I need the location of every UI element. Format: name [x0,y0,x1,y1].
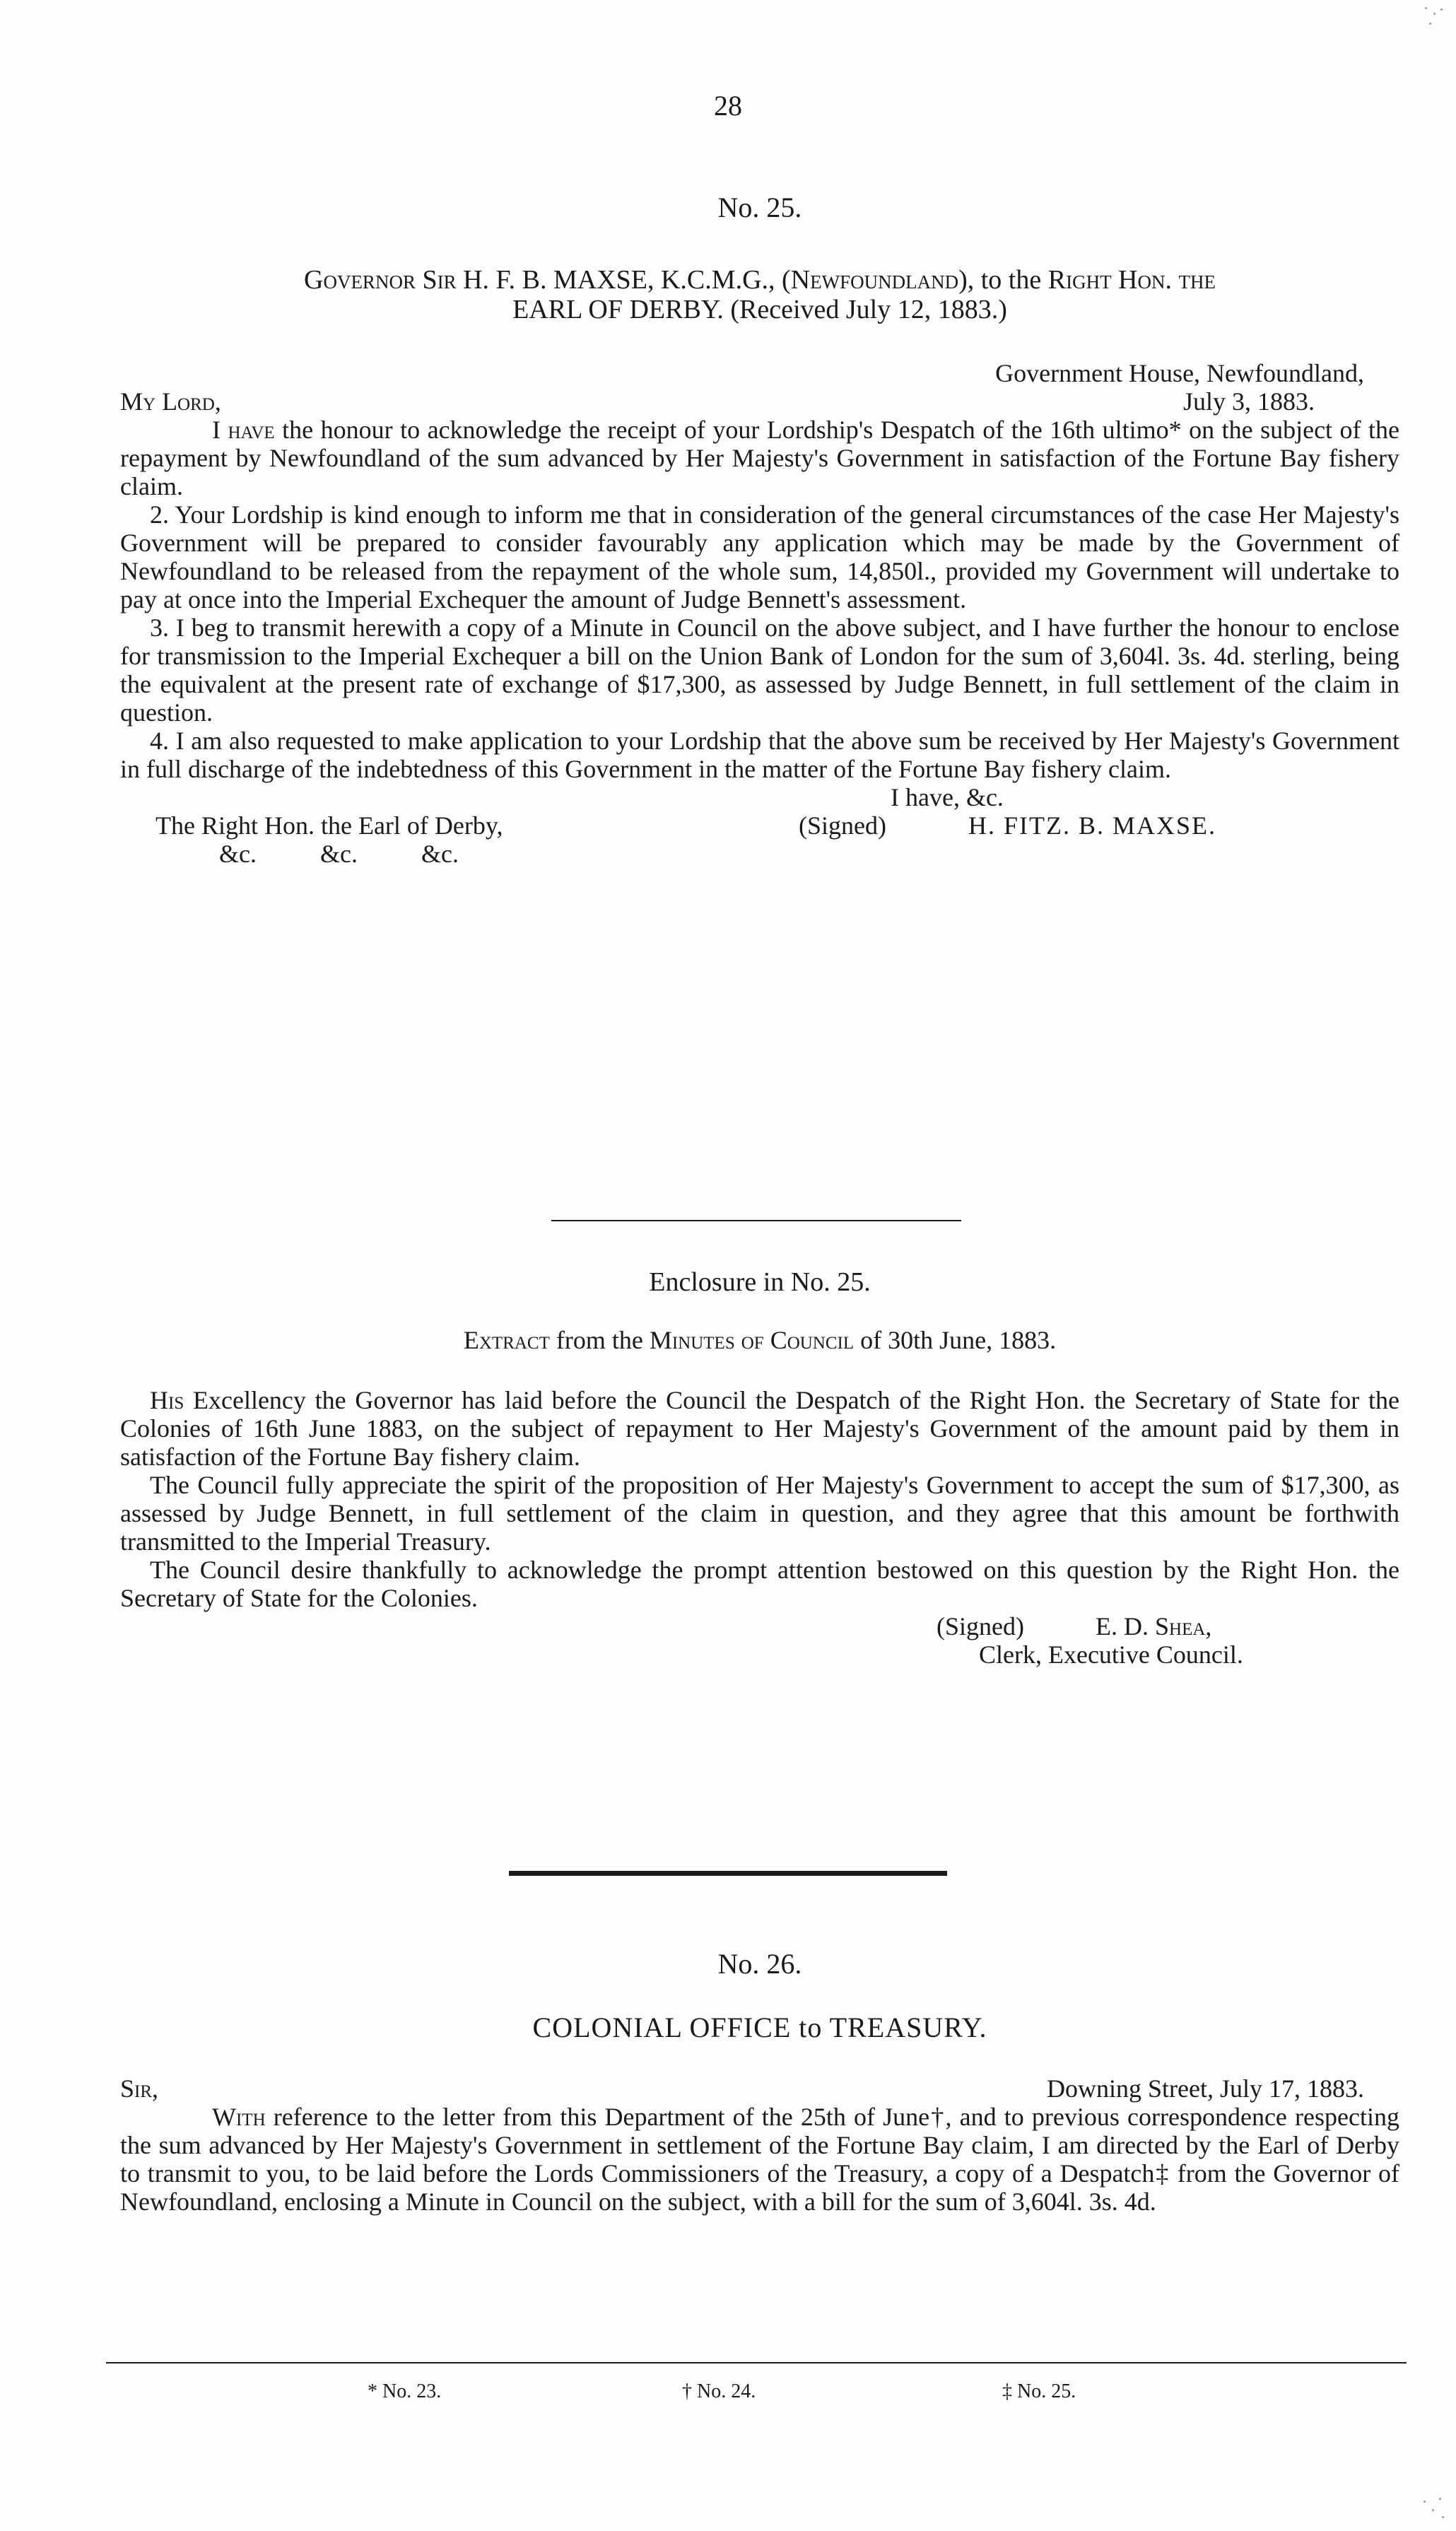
doc25-signed: (Signed) [799,811,886,840]
doc25-heading [120,265,1399,324]
doc26-p1-lead: With [212,2103,266,2131]
enclosure-signer-initials: E. D. [1096,1612,1149,1640]
doc25-etc: &c. &c. &c. [219,840,459,868]
doc26-number: No. 26. [717,1948,802,1980]
doc25-letter [120,359,1399,868]
doc25-heading-name: H. F. B. MAXSE, K.C.M.G., ( [463,265,791,295]
doc25-p1-text: the honour to acknowledge the receipt of your Lordship's Despatch of the 16th ultimo* on the subject of the repayment by Newfoundland of the sum advanced by Her Majesty's Government in satisfaction of the Fortune Bay fishery claim. [120,416,1399,500]
doc25-salutation: My Lord, [120,387,221,416]
enclosure-body [120,1386,1399,1669]
enclosure-title: Enclosure in No. 25. [649,1267,871,1297]
doc25-paragraph-2: 2. Your Lordship is kind enough to inform me that in consideration of the general circumstances of the case Her Majesty's Government will be prepared to consider favourably any application which may be made by the Government of Newfoundland to be released from the repayment of the whole sum, 14,850l., provided my Government will undertake to pay at once into the Imperial Exchequer the amount of Judge Bennett's assessment. [120,500,1399,613]
doc26-p1-text: reference to the letter from this Department of the 25th of June†, and to previous correspondence respecting the sum advanced by Her Majesty's Government in settlement of the Fortune Bay claim, I am directed by the Earl of Derby to transmit to you, to be laid before the Lords Commissioners of the Treasury, a copy of a Despatch‡ from the Governor of Newfoundland, enclosing a Minute in Council on the subject, with a bill for the sum of 3,604l. 3s. 4d. [120,2103,1399,2216]
doc25-heading-colony: Newfoundland [790,265,959,295]
enclosure-signer-title: Clerk, Executive Council. [979,1640,1243,1669]
doc25-heading-line2: EARL OF DERBY. (Received July 12, 1883.) [512,295,1007,324]
doc26-salutation: Sir, [120,2074,159,2103]
footnote-3: ‡ No. 25. [1002,2380,1076,2402]
enclosure-heading-from: from the [549,1326,650,1354]
doc25-date: July 3, 1883. [1182,387,1315,416]
doc25-addressee: The Right Hon. the Earl of Derby, [155,811,503,840]
enclosure-heading [120,1325,1399,1355]
doc25-heading-right-hon: Right Hon. the [1047,265,1216,295]
doc25-paragraph-1 [120,416,1399,500]
enclosure-heading-extract: Extract [463,1326,550,1354]
enclosure-p1-lead: His [150,1386,184,1414]
doc25-paragraph-4: 4. I am also requested to make application to your Lordship that the above sum be received by Her Majesty's Government in full discharge of the indebtedness of this Government in the matter of the Fortune Bay fishery claim. [120,727,1399,783]
doc25-number: No. 25. [717,192,802,223]
doc25-p1-lead: I have [212,416,275,444]
doc26-place-date: Downing Street, July 17, 1883. [1047,2074,1364,2103]
scan-speckle-top [1419,4,1448,33]
footnote-1: * No. 23. [368,2380,442,2402]
enclosure-paragraph-3: The Council desire thankfully to acknowledge the prompt attention bestowed on this question by the Right Hon. the Secretary of State for the Colonies. [120,1556,1399,1612]
doc25-paragraph-3: 3. I beg to transmit herewith a copy of a Minute in Council on the above subject, and I have further the honour to enclose for transmission to the Imperial Exchequer a bill on the Union Bank of London for the sum of 3,604l. 3s. 4d. sterling, being the equivalent at the present rate of exchange of $17,300, as assessed by Judge Bennett, in full settlement of the claim in question. [120,613,1399,727]
doc25-place: Government House, Newfoundland, [995,359,1364,387]
scan-speckle-bottom [1419,2495,1448,2523]
doc25-signature: H. FITZ. B. MAXSE. [968,811,1217,840]
enclosure-paragraph-2: The Council fully appreciate the spirit of the proposition of Her Majesty's Government to accept the sum of $17,300, as assessed by Judge Bennett, in full settlement of the claim in question, and they agree that this amount be forthwith transmitted to the Imperial Treasury. [120,1471,1399,1556]
section-divider-heavy [509,1871,947,1876]
doc25-heading-governor: Governor Sir [304,265,457,295]
doc25-heading-line1 [120,265,1399,295]
enclosure-signed: (Signed) [937,1612,1024,1640]
section-divider [551,1220,961,1221]
enclosure-p1-text: Excellency the Governor has laid before the Council the Despatch of the Right Hon. the Secretary of State for the Colonies of 16th June 1883, on the subject of repayment to Her Majesty's Government of the amount paid by them in satisfaction of the Fortune Bay fishery claim. [120,1386,1399,1471]
enclosure-paragraph-1 [120,1386,1399,1471]
page-number: 28 [714,90,742,122]
doc26-paragraph-1 [120,2103,1399,2216]
doc25-closing: I have, &c. [891,783,1004,811]
doc26-letter [120,2074,1399,2216]
enclosure-heading-date: of 30th June, 1883. [854,1326,1057,1354]
enclosure-signer-surname: Shea, [1155,1612,1212,1640]
footnote-2: † No. 24. [682,2380,756,2402]
doc26-heading: COLONIAL OFFICE to TREASURY. [532,2012,987,2043]
enclosure-signer [1096,1612,1211,1640]
doc25-heading-to: ), to the [958,265,1042,295]
footnote-rule [106,2362,1407,2363]
enclosure-heading-minutes: Minutes of Council [649,1326,855,1354]
